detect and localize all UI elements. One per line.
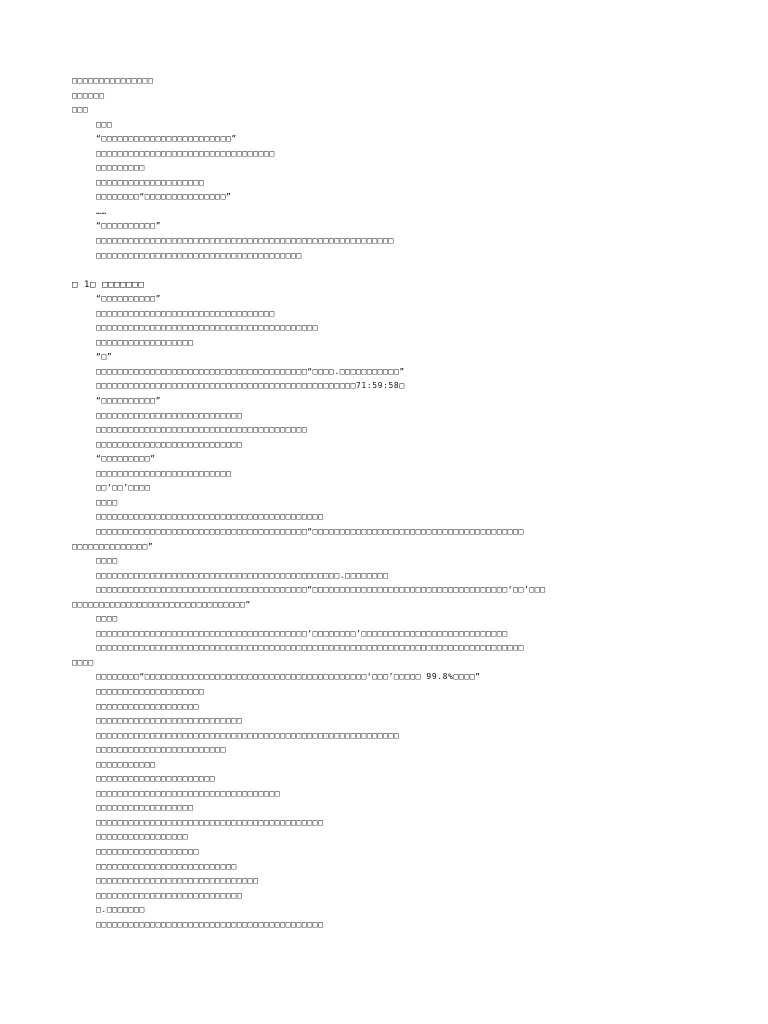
text-line: □□□□□□□□□□□□□□□□□□□□□□□□□□□□□□□□□□ (96, 788, 281, 798)
text-line: □□□□□□□□□□□□□□□□□□ (96, 337, 194, 347)
text-line: □□□□□□□□□□□□□□□□□□ (96, 803, 194, 813)
text-line: □□□□ (96, 614, 118, 624)
text-line: □□□□□□□□□□□□□□□□□□□□□□□□□□□□□□□□□ (96, 148, 275, 158)
text-line: “□□□□□□□□□□” (96, 294, 161, 304)
text-line: □□□□□□□□□□□□□□□□□□□□□□□□□□□ (96, 410, 243, 420)
text-line: □□□□□□□□□□□□□□□□□□□□□□□□□□□□□□□□□□□□□□□ (96, 425, 308, 435)
text-line: □□□□□□□□□□□□□□” (72, 541, 154, 551)
text-line: □□□□□□□□□□□□□□□□□□□□□□□□□□□□□□ (96, 876, 259, 886)
text-line: □□□□□□□□□□□□□□□□□□□□□□□□□□□ (96, 890, 243, 900)
text-line: “□□□□□□□□□” (96, 454, 156, 464)
text-line: □□□□□□□□□□□□□□□□□□□□□□□□□□□□□□□□□□□□□□□□□□□□□□□□□□□□□□□ (96, 236, 394, 246)
blank-line (72, 263, 696, 278)
text-line: □.□□□□□□□ (96, 905, 145, 915)
text-line: □□□□□□ (72, 90, 105, 100)
text-line: □□□□□□□□□□□□□□□□□□□□□□□□□□□□□□□□□□□□□□□□□□ (96, 919, 324, 929)
text-line: □□□□□□□□□□□□□□□□□□□□□□□□□□□□□□□□□□□□□□□□□□ (96, 512, 324, 522)
text-line: □□□□□□□□□□□□□□□□□□□□□□□□□□ (96, 861, 237, 871)
text-line: □□□□□□□□□□□□□□□□□□□□□□□□□□□□□□□□□ (96, 308, 275, 318)
text-line: □□□□□□□□□□□□□□□□□□□□□□□□□□□□□□□□” (72, 599, 251, 609)
text-line: □□□□ (96, 497, 118, 507)
text-line: □□□□□□□□□□□□□□□□□□□□□□□□□□□□□□□□□□□□□□□□□ (96, 323, 319, 333)
text-line: □□‘□□’□□□□ (96, 483, 151, 493)
text-line: □□□□□□□□□□□□□□□□□□□□□□□□□□□□□□□□□□□□□□ (96, 250, 302, 260)
text-line: □□□□□□□□□□□□□□□□□ (96, 832, 189, 842)
text-line: □□□□□□□□□□□□□□□□□□□□□□□□□□□□□□□□□□□□□□□□□□□□□□□□□□□□□□□□ (96, 730, 400, 740)
chapter-heading: □ 1□ □□□□□□□ (72, 279, 145, 290)
text-line: □□□□□□□□□ (96, 163, 145, 173)
text-line: “□” (96, 352, 113, 362)
text-line: □□□□□□□□□□□□□□□□□□□□□□ (96, 774, 216, 784)
text-line: □□□ (96, 119, 113, 129)
text-line: □□□□ (72, 657, 94, 667)
text-line: □□□□□□□□□□□□□□□□□□□□ (96, 177, 205, 187)
text-line: □□□□ (96, 556, 118, 566)
text-line: □□□□□□□□□□□□□□□□□□□□□□□□□□□□□□□□□□□□□□□□□□□□□.□□□□□□□□ (96, 570, 389, 580)
text-line: □□□□□□□□“□□□□□□□□□□□□□□□□□□□□□□□□□□□□□□□□□□□□□□□□□‘□□□’□□□□□ 99.8%□□□□” (96, 672, 481, 682)
document-body (72, 74, 696, 932)
text-line: □□□ (72, 105, 89, 115)
text-line: □□□□□□□□□□□□□□□□□□□□□□□□□□□□□□□□□□□□□□□□□□□□□□□□□□□□□□□□□□□□□□□□□□□□□□□□□□□□□□□ (96, 643, 524, 653)
text-line: □□□□□□□□□□□□□□□ (72, 76, 154, 85)
text-line: “□□□□□□□□□□□□□□□□□□□□□□□□” (96, 134, 237, 144)
text-line: □□□□□□□□□□□□□□□□□□□□□□□□□□□ (96, 716, 243, 726)
text-line: □□□□□□□□□□□ (96, 759, 156, 769)
text-line: □□□□□□□□□□□□□□□□□□□□□□□□□□□□□□□□□□□□□□□“□□□□□□□□□□□□□□□□□□□□□□□□□□□□□□□□□□□□□□□ (96, 526, 524, 536)
text-line: □□□□□□□□□□□□□□□□□□□□ (96, 686, 205, 696)
text-line: “□□□□□□□□□□” (96, 221, 161, 231)
text-line: □□□□□□□□□□□□□□□□□□□□□□□□□□□□□□□□□□□□□□□“□□□□□□□□□□□□□□□□□□□□□□□□□□□□□□□□□□□□‘□□’□□□ (96, 585, 546, 595)
text-line: □□□□□□□□□□□□□□□□□□□ (96, 701, 199, 711)
text-line: □□□□□□□□□□□□□□□□□□□□□□□□□□□□□□□□□□□□□□□‘□□□□□□□□’□□□□□□□□□□□□□□□□□□□□□□□□□□□ (96, 628, 508, 638)
text-line: □□□□□□□□□□□□□□□□□□□□□□□□□□□□□□□□□□□□□□□□□□□□□□□□71:59:58□ (96, 381, 405, 391)
text-line: □□□□□□□□□□□□□□□□□□□□□□□□□□□□□□□□□□□□□□□“□□□□.□□□□□□□□□□□” (96, 366, 405, 376)
text-line: □□□□□□□□□□□□□□□□□□□□□□□□□□□ (96, 439, 243, 449)
text-line: …… (96, 206, 107, 216)
text-line: □□□□□□□□“□□□□□□□□□□□□□□□” (96, 192, 232, 202)
text-line: □□□□□□□□□□□□□□□□□□□□□□□□□ (96, 468, 232, 478)
text-line: “□□□□□□□□□□” (96, 396, 161, 406)
text-line: □□□□□□□□□□□□□□□□□□□ (96, 846, 199, 856)
text-line: □□□□□□□□□□□□□□□□□□□□□□□□□□□□□□□□□□□□□□□□□□ (96, 817, 324, 827)
text-line: □□□□□□□□□□□□□□□□□□□□□□□□ (96, 745, 226, 755)
